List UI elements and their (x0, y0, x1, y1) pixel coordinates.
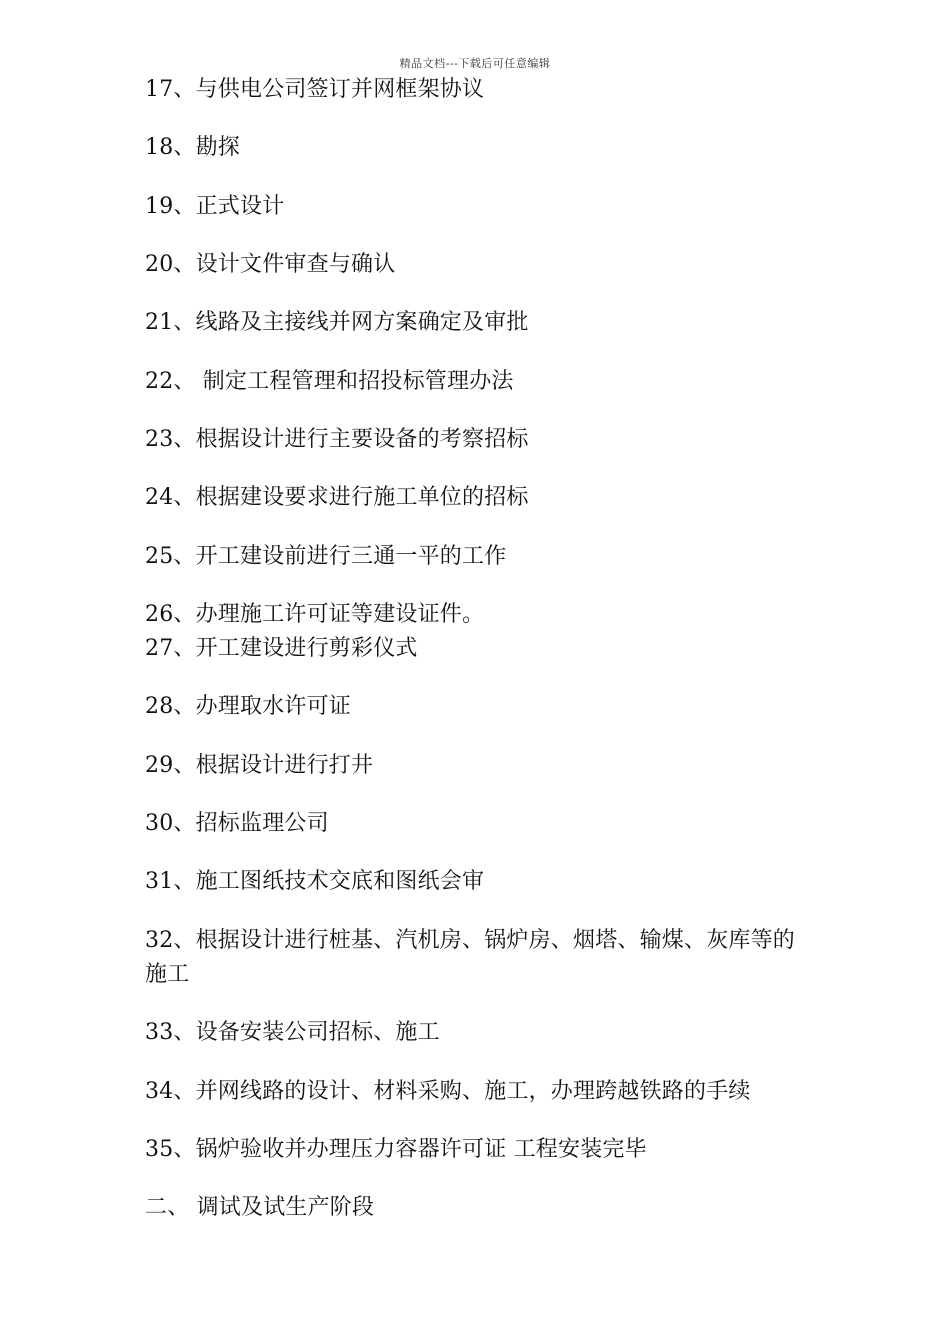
list-item-29: 29、根据设计进行打井 (145, 753, 374, 778)
list-item-26: 26、办理施工许可证等建设证件。 (145, 602, 485, 627)
list-item-33: 33、设备安装公司招标、施工 (145, 1020, 440, 1045)
list-item-34: 34、并网线路的设计、材料采购、施工，办理跨越铁路的手续 (145, 1079, 751, 1104)
list-item-25: 25、开工建设前进行三通一平的工作 (145, 544, 507, 569)
list-item-18: 18、勘探 (145, 135, 240, 160)
list-item-30: 30、招标监理公司 (145, 811, 329, 836)
section-heading: 二、 调试及试生产阶段 (145, 1195, 375, 1220)
list-item-20: 20、设计文件审查与确认 (145, 252, 396, 277)
list-item-19: 19、正式设计 (145, 194, 285, 219)
list-item-28: 28、办理取水许可证 (145, 694, 351, 719)
list-item-32: 32、根据设计进行桩基、汽机房、锅炉房、烟塔、输煤、灰库等的施工 (145, 928, 795, 987)
list-item-17: 17、与供电公司签订并网框架协议 (145, 77, 485, 102)
list-item-35: 35、锅炉验收并办理压力容器许可证 工程安装完毕 (145, 1137, 647, 1162)
page-header: 精品文档---下载后可任意编辑 (399, 57, 551, 70)
list-item-23: 23、根据设计进行主要设备的考察招标 (145, 427, 529, 452)
list-item-27: 27、开工建设进行剪彩仪式 (145, 636, 418, 661)
list-item-22: 22、 制定工程管理和招投标管理办法 (145, 369, 514, 394)
list-item-21: 21、线路及主接线并网方案确定及审批 (145, 310, 529, 335)
list-item-24: 24、根据建设要求进行施工单位的招标 (145, 485, 529, 510)
list-item-31: 31、施工图纸技术交底和图纸会审 (145, 869, 485, 894)
